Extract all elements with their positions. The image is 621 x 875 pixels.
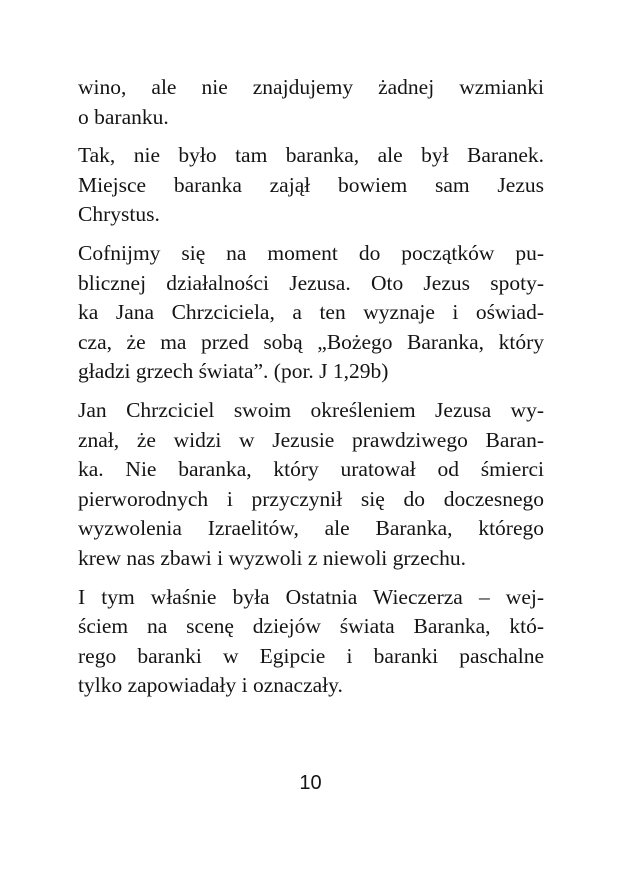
text-line: Jan Chrzciciel swoim określeniem Jezusa wy- (78, 397, 544, 422)
paragraph-2 (78, 141, 544, 230)
text-line: ka Jana Chrzciciela, a ten wyznaje i oświad- (78, 300, 544, 325)
text-line: ściem na scenę dziejów świata Baranka, któ- (78, 614, 544, 639)
text-line: I tym właśnie była Ostatnia Wieczerza – wej- (78, 584, 544, 609)
paragraph-4 (78, 396, 544, 574)
body-text (78, 73, 544, 701)
paragraph-1 (78, 73, 544, 132)
text-line: Chrystus. (78, 202, 160, 227)
text-line: Cofnijmy się na moment do początków pu- (78, 240, 544, 265)
text-line: cza, że ma przed sobą „Bożego Baranka, który (78, 329, 544, 354)
text-line: wyzwolenia Izraelitów, ale Baranka, którego (78, 516, 544, 541)
text-line: krew nas zbawi i wyzwoli z niewoli grzechu. (78, 545, 467, 570)
text-line: tylko zapowiadały i oznaczały. (78, 673, 343, 698)
text-line: Tak, nie było tam baranka, ale był Baranek. (78, 143, 544, 168)
page-number: 10 (299, 772, 322, 794)
text-line: rego baranki w Egipcie i baranki paschalne (78, 643, 544, 668)
paragraph-3 (78, 239, 544, 387)
text-line: blicznej działalności Jezusa. Oto Jezus spoty- (78, 270, 544, 295)
text-line: wino, ale nie znajdujemy żadnej wzmianki (78, 75, 544, 99)
text-line: Miejsce baranka zajął bowiem sam Jezus (78, 172, 544, 197)
text-line: ka. Nie baranka, który uratował od śmierci (78, 457, 544, 482)
text-line: o baranku. (78, 104, 169, 129)
paragraph-5 (78, 583, 544, 701)
text-line: gładzi grzech świata”. (por. J 1,29b) (78, 359, 389, 384)
text-line: pierworodnych i przyczynił się do doczesnego (78, 486, 544, 511)
text-line: znał, że widzi w Jezusie prawdziwego Baran- (78, 427, 544, 452)
